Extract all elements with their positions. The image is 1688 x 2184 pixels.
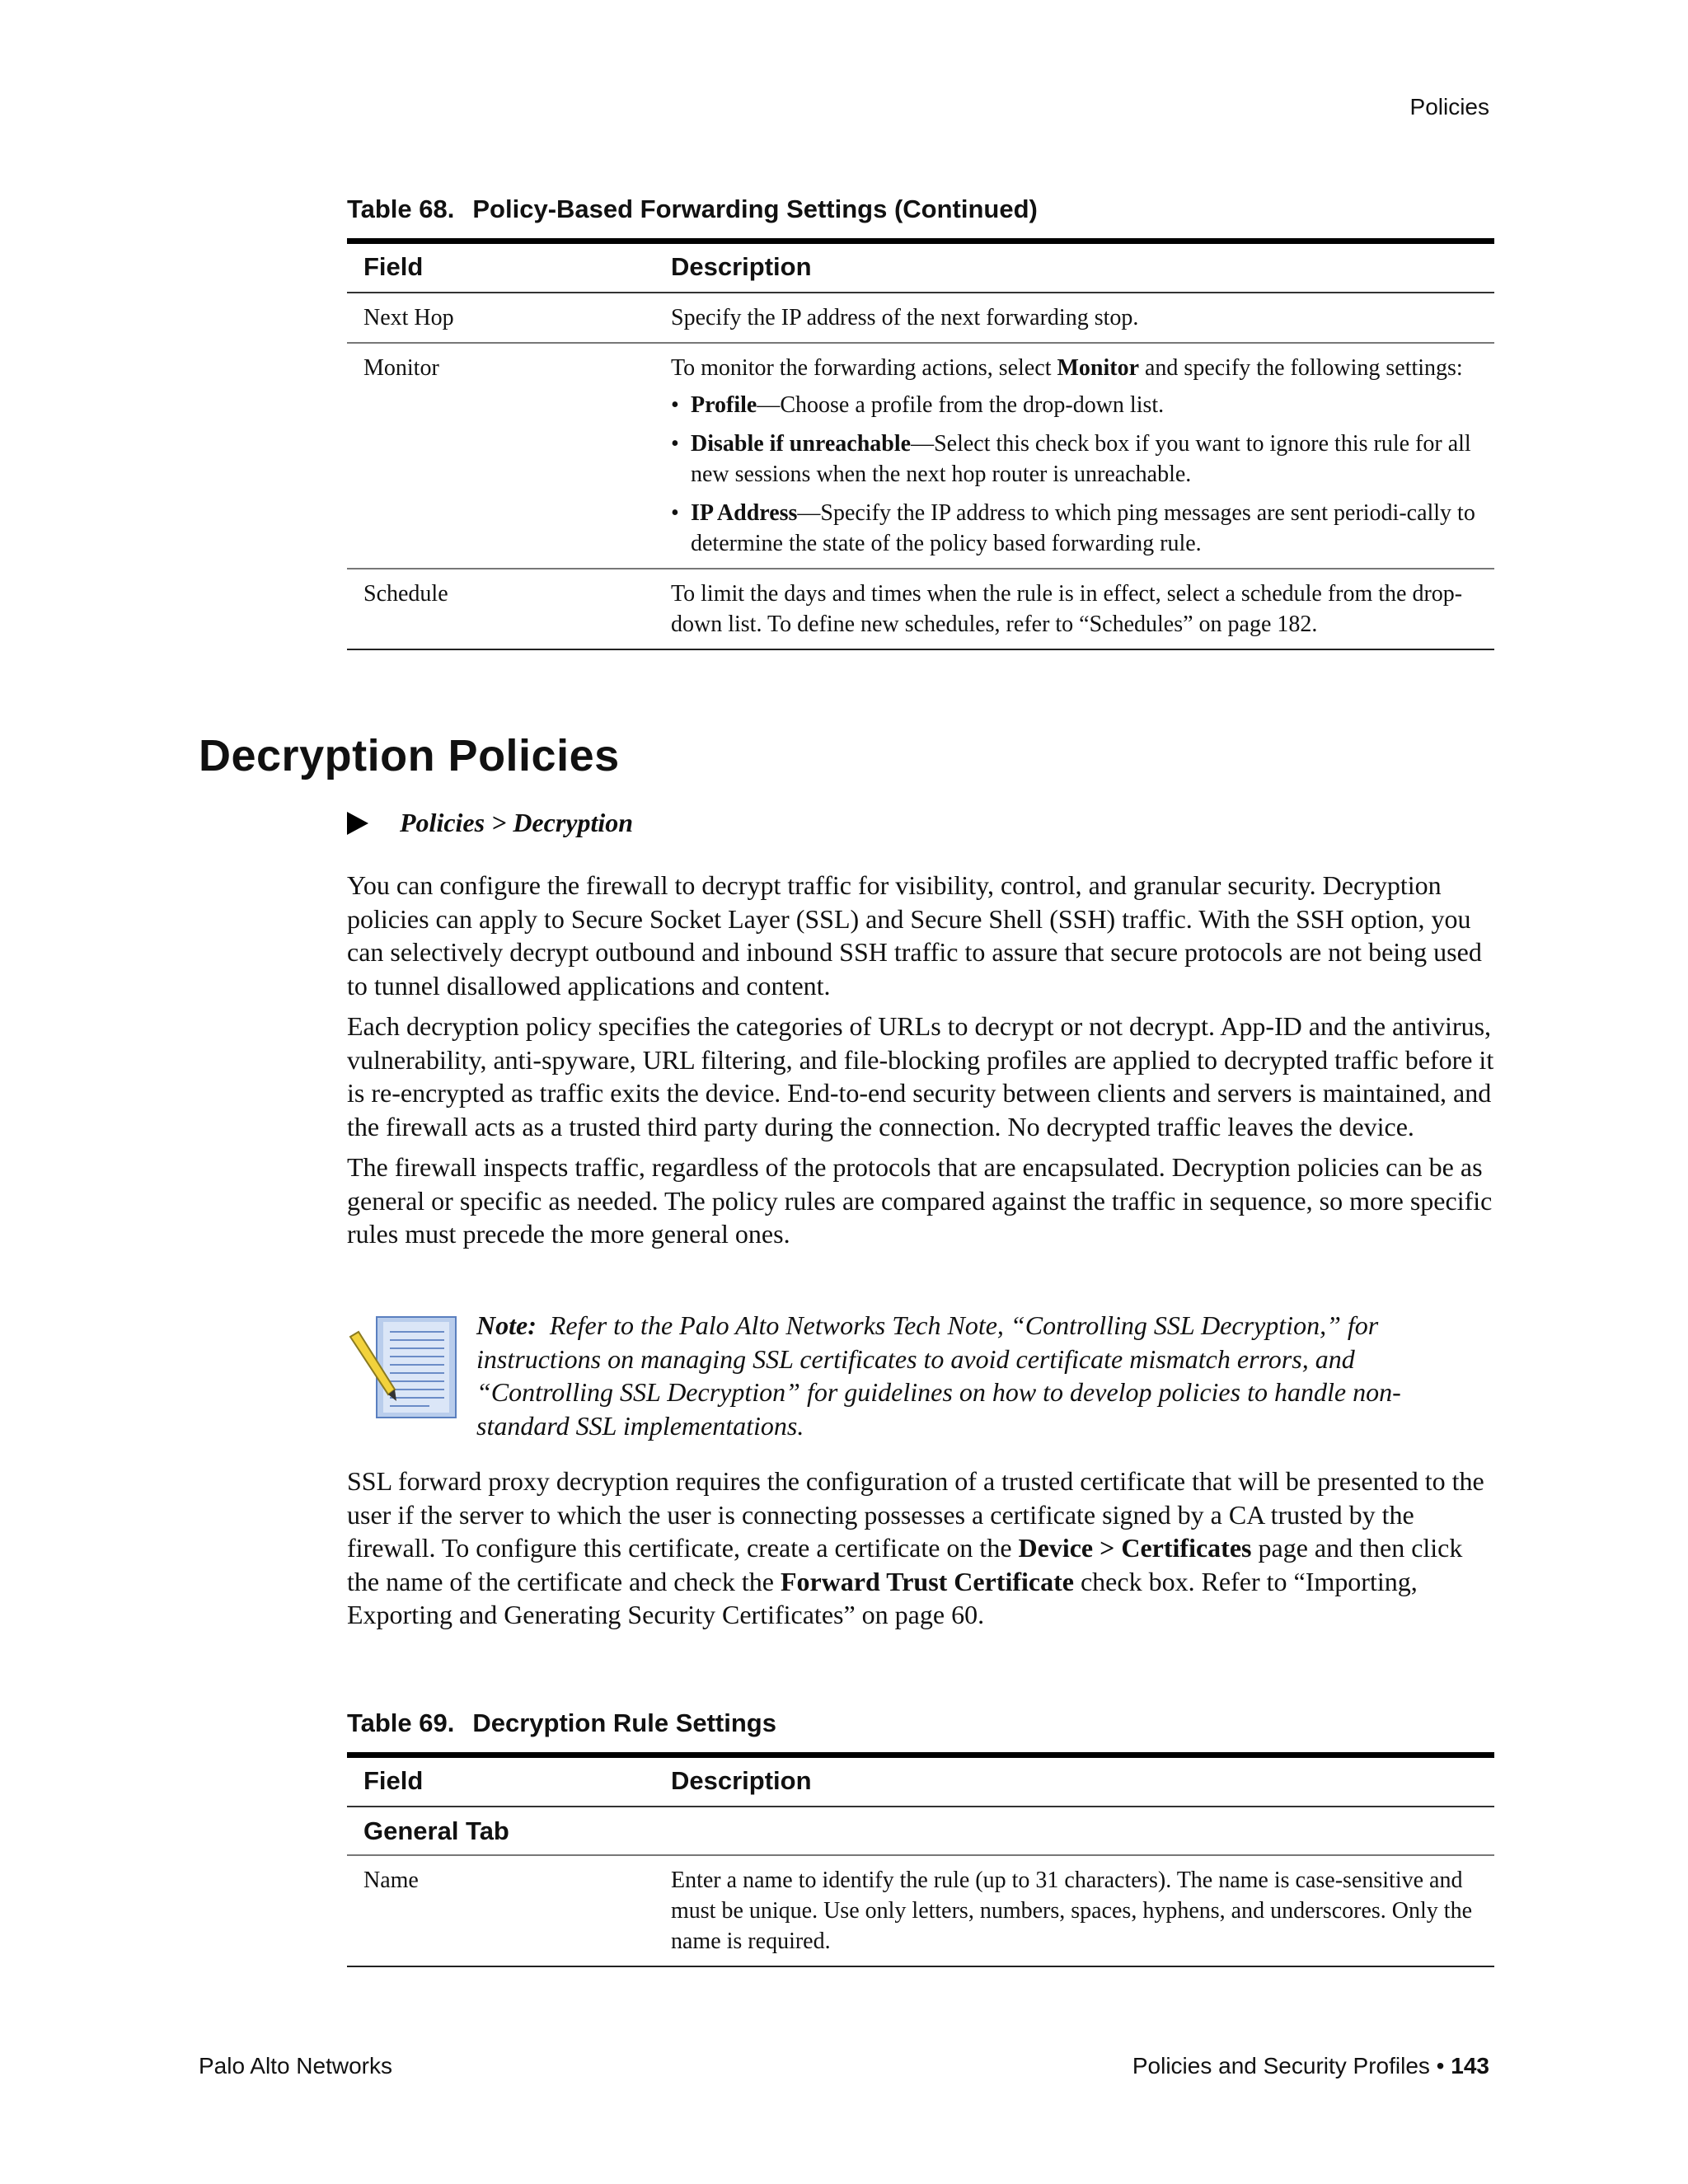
field-name: Name xyxy=(347,1855,654,1966)
footer-page-info xyxy=(1132,2053,1489,2079)
description-schedule: To limit the days and times when the rule is in effect, select a schedule from the drop-down list. To define new schedules, refer to “Schedules” on page 182. xyxy=(654,569,1494,649)
list-item xyxy=(671,390,1478,420)
paragraph xyxy=(347,1465,1494,1632)
nav-path-text: Policies > Decryption xyxy=(400,808,634,837)
intro-paragraphs xyxy=(347,869,1494,1258)
note-block xyxy=(347,1309,1494,1441)
bullet-term: IP Address xyxy=(691,500,798,526)
bullet-term: Disable if unreachable xyxy=(691,431,912,457)
ssl-bold-device-certificates: Device > Certificates xyxy=(1018,1533,1252,1563)
note-text xyxy=(476,1309,1432,1442)
note-label: Note: xyxy=(476,1310,537,1340)
page-number: 143 xyxy=(1451,2053,1489,2079)
paragraph: You can configure the firewall to decrypt traffic for visibility, control, and granular security. Decryption policies can apply to Secure Socket Layer (SSL) and Secure Shell (SSH) traffic. With the SSH option, you can selectively decrypt outbound and inbound SSH traffic to assure that secure protocols are not being used to tunnel disallowed applications and content. xyxy=(347,870,1482,1001)
table68-header-field: Field xyxy=(347,241,654,293)
field-schedule: Schedule xyxy=(347,569,654,649)
monitor-intro-end: and specify the following settings: xyxy=(1139,355,1463,381)
section-title: Decryption Policies xyxy=(199,731,620,780)
table68-number: Table 68. xyxy=(347,194,455,223)
table-row xyxy=(347,1855,1494,1966)
running-header: Policies xyxy=(1409,94,1489,120)
monitor-intro-bold: Monitor xyxy=(1057,355,1139,381)
table69-header-description: Description xyxy=(654,1755,1494,1807)
table-row xyxy=(347,293,1494,343)
table69-header-field: Field xyxy=(347,1755,654,1807)
nav-path xyxy=(347,808,633,838)
table69-title: Decryption Rule Settings xyxy=(472,1708,776,1737)
play-arrow-icon xyxy=(347,812,368,835)
footer-chapter: Policies and Security Profiles • xyxy=(1132,2053,1445,2079)
field-monitor: Monitor xyxy=(347,343,654,569)
list-item xyxy=(671,498,1478,559)
monitor-intro: To monitor the forwarding actions, select xyxy=(671,355,1057,381)
ssl-text: page and then click the name of the certificate and check the xyxy=(347,1533,1463,1596)
general-tab-heading: General Tab xyxy=(347,1807,1494,1855)
paragraph: Each decryption policy specifies the categories of URLs to decrypt or not decrypt. App-ID and the antivirus, vulnerability, anti-spyware, URL filtering, and file-blocking profiles are applied to decrypted traffic before it is re-encrypted as traffic exits the device. End-to-end security between clients and servers is maintained, and the firewall acts as a trusted third party during the connection. No decrypted traffic leaves the device. xyxy=(347,1011,1494,1141)
table68 xyxy=(347,238,1494,650)
ssl-bold-forward-trust: Forward Trust Certificate xyxy=(780,1566,1074,1596)
table69 xyxy=(347,1752,1494,1967)
table-row xyxy=(347,569,1494,649)
ssl-text: page 60. xyxy=(894,1600,985,1629)
table69-number: Table 69. xyxy=(347,1708,455,1737)
paragraph: The firewall inspects traffic, regardless of the protocols that are encapsulated. Decryption policies can be as general or specific as needed. The policy rules are compared against the traffic in sequence, so more specific rules must precede the more general ones. xyxy=(347,1152,1493,1249)
footer-company: Palo Alto Networks xyxy=(199,2053,392,2079)
bullet-text: —Specify the IP address to which ping messages are sent periodi-cally to determine the state of the policy based forwarding rule. xyxy=(691,500,1475,556)
bullet-text: —Select this check box if you want to ignore this rule for all new sessions when the next hop router is unreachable. xyxy=(691,431,1471,487)
note-body: Refer to the Palo Alto Networks Tech Note, “Controlling SSL Decryption,” for instructions on managing SSL certificates to avoid certificate mismatch errors, and “Controlling SSL Decryption” for guidelines on how to develop policies to handle non-standard SSL implementations. xyxy=(476,1310,1401,1441)
description-name: Enter a name to identify the rule (up to 31 characters). The name is case-sensitive and must be unique. Use only letters, numbers, spaces, hyphens, and underscores. Only the name is required. xyxy=(654,1855,1494,1966)
note-pencil-icon xyxy=(347,1314,462,1421)
table-section-row xyxy=(347,1807,1494,1855)
monitor-bullets xyxy=(671,390,1478,559)
table-row xyxy=(347,343,1494,569)
table68-title: Policy-Based Forwarding Settings (Continued) xyxy=(472,194,1038,223)
description-monitor xyxy=(654,343,1494,569)
bullet-text: —Choose a profile from the drop-down list. xyxy=(757,392,1165,418)
ssl-text: check box. Refer to “Importing, Exporting and Generating Security Certificates” on xyxy=(347,1566,1418,1629)
field-next-hop: Next Hop xyxy=(347,293,654,343)
description-next-hop: Specify the IP address of the next forwarding stop. xyxy=(654,293,1494,343)
ssl-text: SSL forward proxy decryption requires the configuration of a trusted certificate that will be presented to the user if the server to which the user is connecting possesses a certificate signed by a CA trusted by the firewall. To configure this certificate, create a certificate on the xyxy=(347,1466,1484,1563)
table68-header-description: Description xyxy=(654,241,1494,293)
list-item xyxy=(671,429,1478,490)
bullet-term: Profile xyxy=(691,392,757,418)
table68-caption xyxy=(347,194,1038,224)
ssl-paragraph xyxy=(347,1465,1494,1639)
table69-caption xyxy=(347,1708,776,1738)
